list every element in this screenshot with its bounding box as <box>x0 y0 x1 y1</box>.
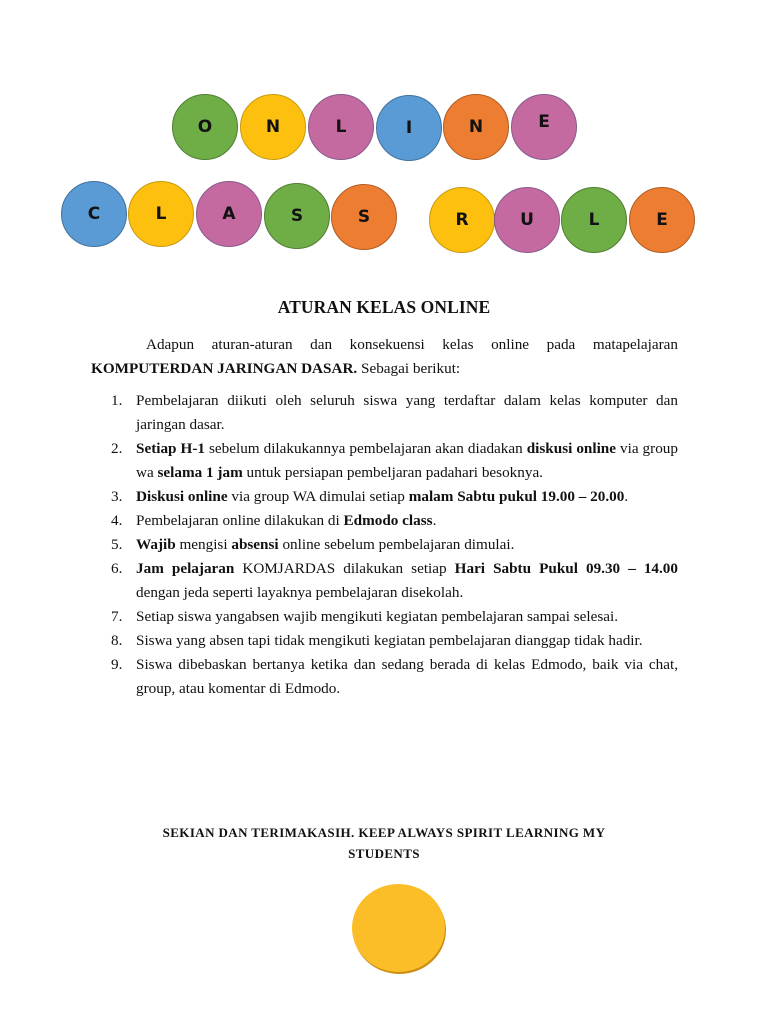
rule-item <box>91 509 678 533</box>
rules-list <box>91 389 678 701</box>
letter-circle-l <box>308 94 374 160</box>
rule-item <box>91 485 678 509</box>
rule-item <box>91 605 678 629</box>
letter-circle-a <box>196 181 262 247</box>
rule-text-bold: Diskusi online <box>136 488 228 505</box>
rule-text-bold: Edmodo class <box>343 512 433 529</box>
rule-number: 3. <box>111 488 123 505</box>
letter: S <box>290 206 304 226</box>
letter: S <box>357 207 371 227</box>
rule-text-bold: Setiap H-1 <box>136 440 205 457</box>
rule-number: 2. <box>111 440 123 457</box>
rule-number: 8. <box>111 632 123 649</box>
rule-text-bold: Hari Sabtu Pukul 09.30 – 14.00 <box>454 560 678 577</box>
subject-name: KOMPUTERDAN JARINGAN DASAR. <box>91 360 358 377</box>
rule-text: online sebelum pembelajaran dimulai. <box>278 536 515 553</box>
letter: U <box>520 210 534 230</box>
letter-circle-s2 <box>331 184 397 250</box>
rule-text: untuk persiapan pembeljaran padahari besoknya. <box>242 464 543 481</box>
rule-text: Siswa yang absen tapi tidak mengikuti kegiatan pembelajaran dianggap tidak hadir. <box>136 632 643 649</box>
rule-number: 7. <box>111 608 123 625</box>
letter: E <box>538 112 550 132</box>
rule-number: 5. <box>111 536 123 553</box>
rule-item <box>91 557 678 605</box>
rule-text: . <box>432 512 437 529</box>
rule-text: Siswa dibebaskan bertanya ketika dan sedang berada di kelas Edmodo, baik via chat, group, atau komentar di Edmodo. <box>136 656 678 697</box>
letter-circle-e <box>629 187 695 253</box>
rule-item <box>91 629 678 653</box>
closing-message: SEKIAN DAN TERIMAKASIH. KEEP ALWAYS SPIRIT LEARNING MY STUDENTS <box>162 825 606 861</box>
letter-circle-l <box>561 187 627 253</box>
letter-circle-l <box>128 181 194 247</box>
rule-text: mengisi <box>175 536 232 553</box>
letter-circle-n2 <box>443 94 509 160</box>
letter: E <box>656 210 668 230</box>
intro-paragraph <box>91 333 678 381</box>
rule-text: via group WA dimulai setiap <box>227 488 409 505</box>
rule-number: 6. <box>111 560 123 577</box>
letter-circle-o <box>172 94 238 160</box>
rule-text: Pembelajaran diikuti oleh seluruh siswa yang terdaftar dalam kelas komputer dan jaringan dasar. <box>136 392 678 433</box>
letter-circle-r <box>429 187 495 253</box>
letter-circle-i <box>376 95 442 161</box>
rule-text-bold: Wajib <box>136 536 176 553</box>
letter: N <box>468 117 484 137</box>
letter: L <box>155 204 167 224</box>
rule-text-bold: diskusi online <box>526 440 616 457</box>
rule-text: via group wa <box>136 440 678 481</box>
rule-text: dengan jeda seperti layaknya pembelajaran disekolah. <box>136 584 464 601</box>
letter: L <box>588 210 600 230</box>
rule-item <box>91 389 678 437</box>
rule-item <box>91 437 678 485</box>
intro-text-end: Sebagai berikut: <box>357 360 461 377</box>
letter: O <box>197 117 213 137</box>
rule-item <box>91 653 678 701</box>
rule-text-bold: Jam pelajaran <box>136 560 235 577</box>
letter: N <box>265 117 281 137</box>
letter: R <box>455 210 469 230</box>
rule-text-bold: absensi <box>231 536 279 553</box>
letter: I <box>405 118 413 138</box>
rule-item <box>91 533 678 557</box>
letter-circle-c <box>61 181 127 247</box>
rule-text: sebelum dilakukannya pembelajaran akan diadakan <box>204 440 527 457</box>
letter: C <box>87 204 101 224</box>
rule-text-bold: selama 1 jam <box>157 464 243 481</box>
rule-text: . <box>624 488 629 505</box>
rule-number: 9. <box>111 656 123 673</box>
rule-text: Setiap siswa yangabsen wajib mengikuti kegiatan pembelajaran sampai selesai. <box>136 608 619 625</box>
letter: L <box>335 117 347 137</box>
intro-text: Adapun aturan-aturan dan konsekuensi kelas online pada matapelajaran <box>146 336 678 353</box>
rule-text: KOMJARDAS dilakukan setiap <box>234 560 455 577</box>
letter-circle-e <box>511 94 577 160</box>
decorative-yellow-circle <box>352 884 445 972</box>
rule-text: Pembelajaran online dilakukan di <box>136 512 344 529</box>
rule-text-bold: malam Sabtu pukul 19.00 – 20.00 <box>408 488 625 505</box>
letter: A <box>222 204 236 224</box>
letter-circle-n <box>240 94 306 160</box>
letter-circle-u <box>494 187 560 253</box>
letter-circle-s <box>264 183 330 249</box>
document-title: ATURAN KELAS ONLINE <box>277 297 491 317</box>
rule-number: 4. <box>111 512 123 529</box>
rule-number: 1. <box>111 392 123 409</box>
